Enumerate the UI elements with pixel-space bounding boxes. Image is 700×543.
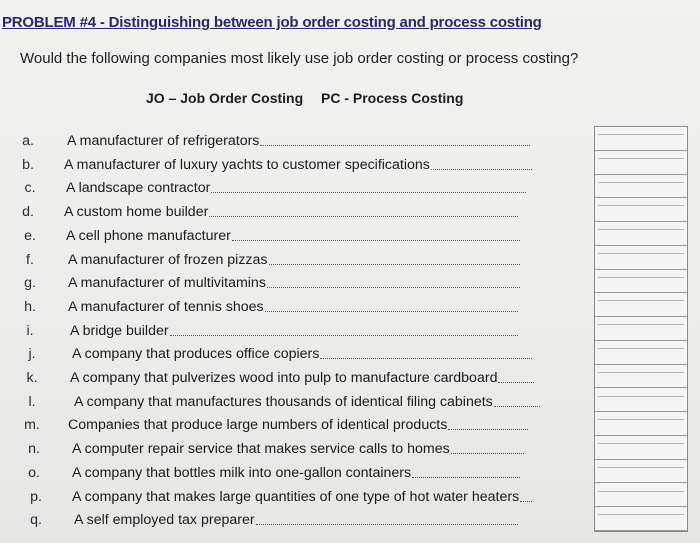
answer-inner-line: [598, 229, 684, 230]
item-letter: o.: [28, 464, 40, 481]
list-item: [0, 198, 560, 222]
item-letter: b.: [22, 156, 34, 173]
list-item: [0, 483, 560, 507]
answer-inner-line: [598, 372, 684, 373]
answer-field[interactable]: [595, 436, 687, 460]
answer-field[interactable]: [595, 222, 687, 246]
question-text: Would the following companies most likely use job order costing or process costing?: [20, 50, 579, 67]
answer-field[interactable]: [595, 198, 687, 222]
item-letter: m.: [24, 417, 40, 434]
item-letter: f.: [26, 251, 34, 268]
list-item: [0, 246, 560, 270]
answer-field[interactable]: [595, 151, 687, 175]
item-text: Companies that produce large numbers of identical products: [68, 417, 448, 434]
problem-title: PROBLEM #4 - Distinguishing between job order costing and process costing: [2, 14, 542, 31]
answer-field[interactable]: [595, 483, 687, 507]
answer-field[interactable]: [595, 270, 687, 294]
item-letter: a.: [22, 133, 34, 149]
dotted-leader: [211, 192, 526, 193]
item-text: A computer repair service that makes service calls to homes: [72, 441, 450, 458]
item-letter: q.: [30, 512, 42, 529]
item-text: A custom home builder: [64, 204, 209, 221]
dotted-leader: [451, 453, 524, 454]
dotted-leader: [267, 287, 520, 288]
item-text: A company that makes large quantities of one type of hot water heaters: [72, 488, 520, 505]
dotted-leader: [448, 429, 528, 430]
answer-inner-line: [598, 253, 684, 254]
item-text: A manufacturer of frozen pizzas: [68, 251, 268, 268]
answer-field[interactable]: [595, 341, 687, 365]
item-letter: j.: [28, 346, 36, 363]
legend-process: PC - Process Costing: [321, 90, 464, 106]
dotted-leader: [232, 240, 520, 241]
item-text: A landscape contractor: [66, 180, 211, 197]
answer-field[interactable]: [595, 507, 687, 531]
answer-inner-line: [598, 182, 684, 183]
answer-inner-line: [598, 491, 684, 492]
answer-inner-line: [598, 300, 684, 301]
dotted-leader: [170, 335, 518, 336]
item-text: A self employed tax preparer: [74, 512, 255, 529]
dotted-leader: [494, 406, 540, 407]
list-item: [0, 364, 560, 388]
answer-field[interactable]: [595, 293, 687, 317]
item-letter: h.: [24, 298, 36, 315]
item-letter: c.: [24, 180, 36, 197]
answer-field[interactable]: [595, 175, 687, 199]
list-item: [0, 317, 560, 341]
list-item: [0, 222, 560, 246]
dotted-leader: [520, 501, 532, 502]
item-letter: k.: [26, 370, 38, 386]
answer-inner-line: [598, 134, 684, 135]
item-letter: l.: [28, 393, 36, 410]
list-item: [0, 506, 560, 530]
list-item: [0, 340, 560, 364]
list-item: [0, 127, 560, 151]
item-letter: i.: [26, 322, 34, 339]
dotted-leader: [320, 358, 532, 359]
item-letter: g.: [24, 275, 36, 292]
list-item: [0, 411, 560, 435]
dotted-leader: [431, 169, 532, 170]
item-letter: n.: [28, 441, 40, 458]
list-item: [0, 174, 560, 198]
item-text: A bridge builder: [70, 322, 169, 339]
list-item: [0, 269, 560, 293]
answer-field[interactable]: [595, 246, 687, 270]
item-text: A manufacturer of refrigerators: [67, 133, 260, 149]
list-item: [0, 293, 560, 317]
list-item: [0, 435, 560, 459]
item-text: A company that bottles milk into one-gallon containers: [72, 464, 412, 481]
answer-inner-line: [598, 443, 684, 444]
answer-inner-line: [598, 205, 684, 206]
answer-inner-line: [598, 419, 684, 420]
item-text: A company that pulverizes wood into pulp to manufacture cardboard: [70, 370, 498, 386]
answer-field[interactable]: [595, 365, 687, 389]
item-text: A manufacturer of multivitamins: [68, 275, 266, 292]
answer-inner-line: [598, 277, 684, 278]
answer-inner-line: [598, 324, 684, 325]
item-letter: d.: [22, 204, 34, 221]
list-item: [0, 388, 560, 412]
item-text: A company that manufactures thousands of identical filing cabinets: [74, 393, 493, 410]
dotted-leader: [269, 264, 520, 265]
dotted-leader: [498, 382, 534, 383]
answer-inner-line: [598, 396, 684, 397]
answer-inner-line: [598, 158, 684, 159]
answer-inner-line: [598, 467, 684, 468]
answer-field[interactable]: [595, 127, 687, 151]
item-letter: e.: [24, 227, 36, 244]
answer-field[interactable]: [595, 460, 687, 484]
answer-inner-line: [598, 514, 684, 515]
item-text: A manufacturer of tennis shoes: [68, 298, 264, 315]
dotted-leader: [256, 524, 518, 525]
list-item: [0, 151, 560, 175]
answer-field[interactable]: [595, 412, 687, 436]
dotted-leader: [412, 477, 520, 478]
answer-column: [594, 126, 688, 532]
item-letter: p.: [30, 488, 42, 505]
item-text: A manufacturer of luxury yachts to customer specifications: [64, 156, 430, 173]
item-text: A cell phone manufacturer: [66, 227, 231, 244]
answer-field[interactable]: [595, 317, 687, 341]
dotted-leader: [260, 145, 530, 146]
legend-job-order: JO – Job Order Costing: [146, 90, 304, 106]
item-text: A company that produces office copiers: [72, 346, 320, 363]
answer-inner-line: [598, 348, 684, 349]
dotted-leader: [265, 311, 518, 312]
list-item: [0, 459, 560, 483]
answer-field[interactable]: [595, 388, 687, 412]
dotted-leader: [209, 216, 518, 217]
